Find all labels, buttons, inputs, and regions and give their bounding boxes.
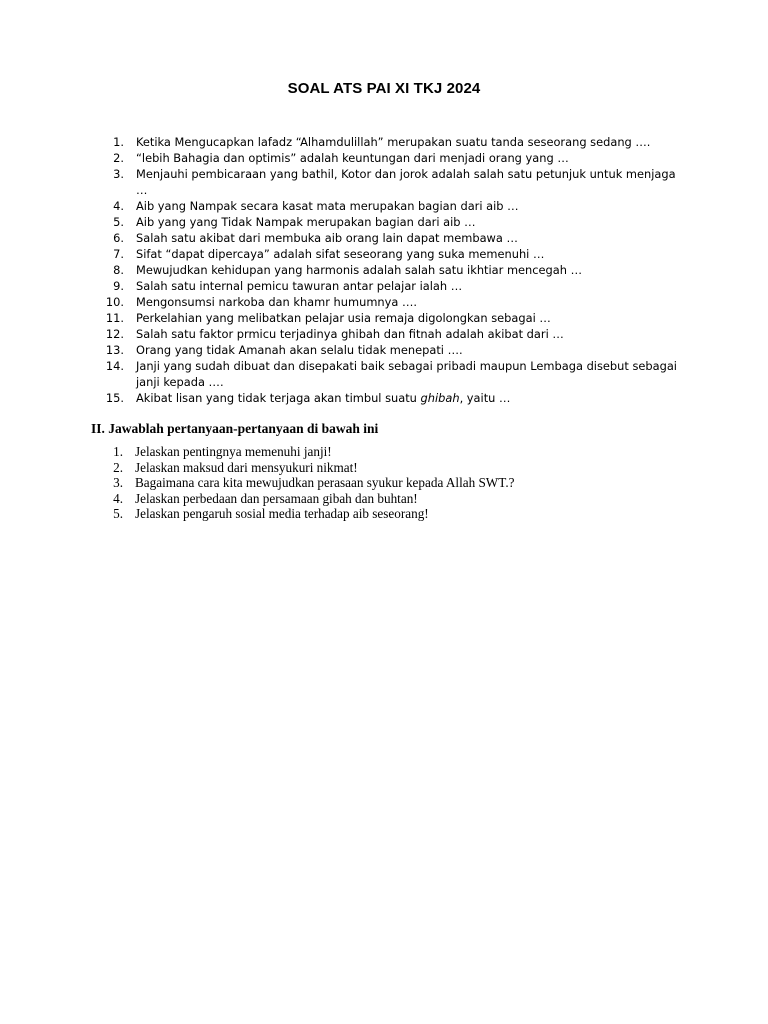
item-number: 5. bbox=[113, 215, 124, 229]
item-number: 5. bbox=[113, 506, 123, 521]
item-number: 9. bbox=[113, 279, 124, 293]
section-heading-part2: II. Jawablah pertanyaan-pertanyaan di bawah ini bbox=[91, 421, 379, 436]
list-item bbox=[100, 278, 690, 294]
list-item bbox=[100, 150, 690, 166]
item-text: Aib yang Nampak secara kasat mata merupakan bagian dari aib … bbox=[136, 199, 519, 213]
item-number: 11. bbox=[105, 311, 124, 325]
list-item bbox=[100, 491, 680, 507]
item-text: Jelaskan maksud dari mensyukuri nikmat! bbox=[135, 459, 358, 475]
list-item bbox=[100, 342, 690, 358]
item-text: Jelaskan perbedaan dan persamaan gibah dan buhtan! bbox=[135, 490, 418, 506]
item-number: 1. bbox=[113, 135, 124, 149]
item-text: Menjauhi pembicaraan yang bathil, Kotor dan jorok adalah salah satu petunjuk untuk menjaga … bbox=[136, 167, 676, 197]
item-text-italic: ghibah bbox=[420, 391, 460, 405]
item-number: 3. bbox=[113, 167, 124, 181]
list-item bbox=[100, 294, 690, 310]
list-item bbox=[100, 166, 690, 198]
item-number: 4. bbox=[113, 490, 123, 506]
list-item bbox=[100, 214, 690, 230]
item-text: Aib yang yang Tidak Nampak merupakan bagian dari aib … bbox=[136, 215, 476, 229]
item-text: Jelaskan pentingnya memenuhi janji! bbox=[135, 444, 332, 459]
item-text: Mengonsumsi narkoba dan khamr humumnya …. bbox=[136, 295, 417, 309]
item-text: Janji yang sudah dibuat dan disepakati baik sebagai pribadi maupun Lembaga disebut sebagai janji kepada …. bbox=[136, 359, 677, 389]
list-item bbox=[100, 134, 690, 150]
item-text: Perkelahian yang melibatkan pelajar usia remaja digolongkan sebagai … bbox=[136, 311, 551, 325]
item-text: Mewujudkan kehidupan yang harmonis adalah salah satu ikhtiar mencegah … bbox=[136, 263, 582, 277]
list-item bbox=[100, 262, 690, 278]
list-item bbox=[100, 358, 690, 390]
question-list-part2 bbox=[100, 444, 680, 522]
item-text: Sifat “dapat dipercaya” adalah sifat seseorang yang suka memenuhi … bbox=[136, 247, 545, 261]
item-number: 6. bbox=[113, 231, 124, 245]
list-item bbox=[100, 460, 680, 476]
item-number: 3. bbox=[113, 475, 123, 490]
item-number: 2. bbox=[113, 151, 124, 165]
item-text: Bagaimana cara kita mewujudkan perasaan syukur kepada Allah SWT.? bbox=[135, 475, 515, 490]
list-item bbox=[100, 230, 690, 246]
list-item bbox=[100, 475, 680, 491]
list-item bbox=[100, 390, 690, 406]
item-number: 8. bbox=[113, 263, 124, 277]
item-number: 4. bbox=[113, 199, 124, 213]
list-item bbox=[100, 506, 680, 522]
document-title: SOAL ATS PAI XI TKJ 2024 bbox=[287, 80, 481, 97]
question-list-part1 bbox=[100, 134, 690, 406]
item-text-end: , yaitu … bbox=[459, 391, 511, 405]
item-number: 1. bbox=[113, 444, 123, 459]
item-number: 7. bbox=[113, 247, 124, 261]
item-number: 2. bbox=[113, 459, 123, 475]
list-item bbox=[100, 326, 690, 342]
item-text: Orang yang tidak Amanah akan selalu tidak menepati …. bbox=[136, 343, 463, 357]
item-number: 12. bbox=[105, 327, 124, 341]
item-text-start: Akibat lisan yang tidak terjaga akan timbul suatu bbox=[136, 391, 421, 405]
list-item bbox=[100, 246, 690, 262]
item-text: Jelaskan pengaruh sosial media terhadap aib seseorang! bbox=[135, 506, 429, 521]
list-item bbox=[100, 198, 690, 214]
item-text: “lebih Bahagia dan optimis” adalah keuntungan dari menjadi orang yang … bbox=[136, 151, 569, 165]
item-text: Salah satu akibat dari membuka aib orang lain dapat membawa … bbox=[136, 231, 518, 245]
item-number: 14. bbox=[105, 359, 124, 373]
item-text: Salah satu internal pemicu tawuran antar pelajar ialah … bbox=[136, 279, 463, 293]
list-item bbox=[100, 310, 690, 326]
item-text: Salah satu faktor prmicu terjadinya ghibah dan fitnah adalah akibat dari … bbox=[136, 327, 564, 341]
item-number: 15. bbox=[105, 391, 124, 405]
item-number: 13. bbox=[105, 343, 124, 357]
list-item bbox=[100, 444, 680, 460]
item-number: 10. bbox=[105, 295, 124, 309]
item-text: Ketika Mengucapkan lafadz “Alhamdulillah” merupakan suatu tanda seseorang sedang …. bbox=[136, 135, 651, 149]
